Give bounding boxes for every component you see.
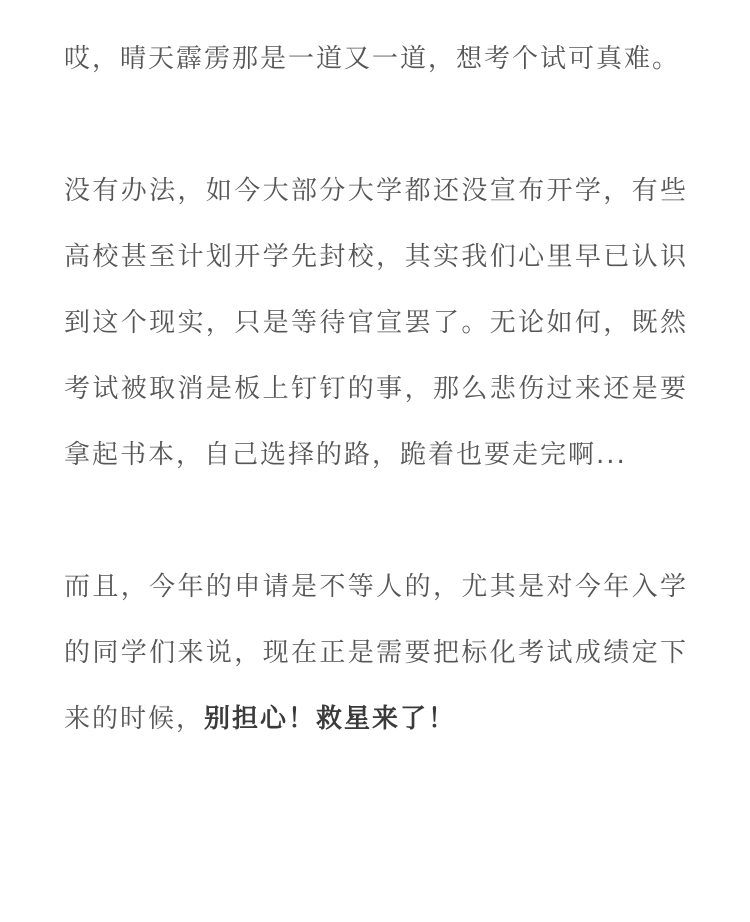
paragraph-1 bbox=[64, 26, 688, 92]
paragraph-2 bbox=[64, 158, 688, 488]
paragraph-3 bbox=[64, 554, 688, 752]
paragraph-1-text: 哎，晴天霹雳那是一道又一道，想考个试可真难。 bbox=[64, 44, 681, 74]
paragraph-3-text: 而且，今年的申请是不等人的，尤其是对今年入学的同学们来说，现在正是需要把标化考试成绩定下来的时候， bbox=[64, 572, 688, 734]
paragraph-3-bold-text: 别担心！救星来了！ bbox=[204, 704, 457, 734]
article-body bbox=[64, 26, 688, 752]
paragraph-2-text: 没有办法，如今大部分大学都还没宣布开学，有些高校甚至计划开学先封校，其实我们心里早已认识到这个现实，只是等待官宣罢了。无论如何，既然考试被取消是板上钉钉的事，那么悲伤过来还是要拿起书本，自己选择的路，跪着也要走完啊... bbox=[64, 176, 688, 470]
